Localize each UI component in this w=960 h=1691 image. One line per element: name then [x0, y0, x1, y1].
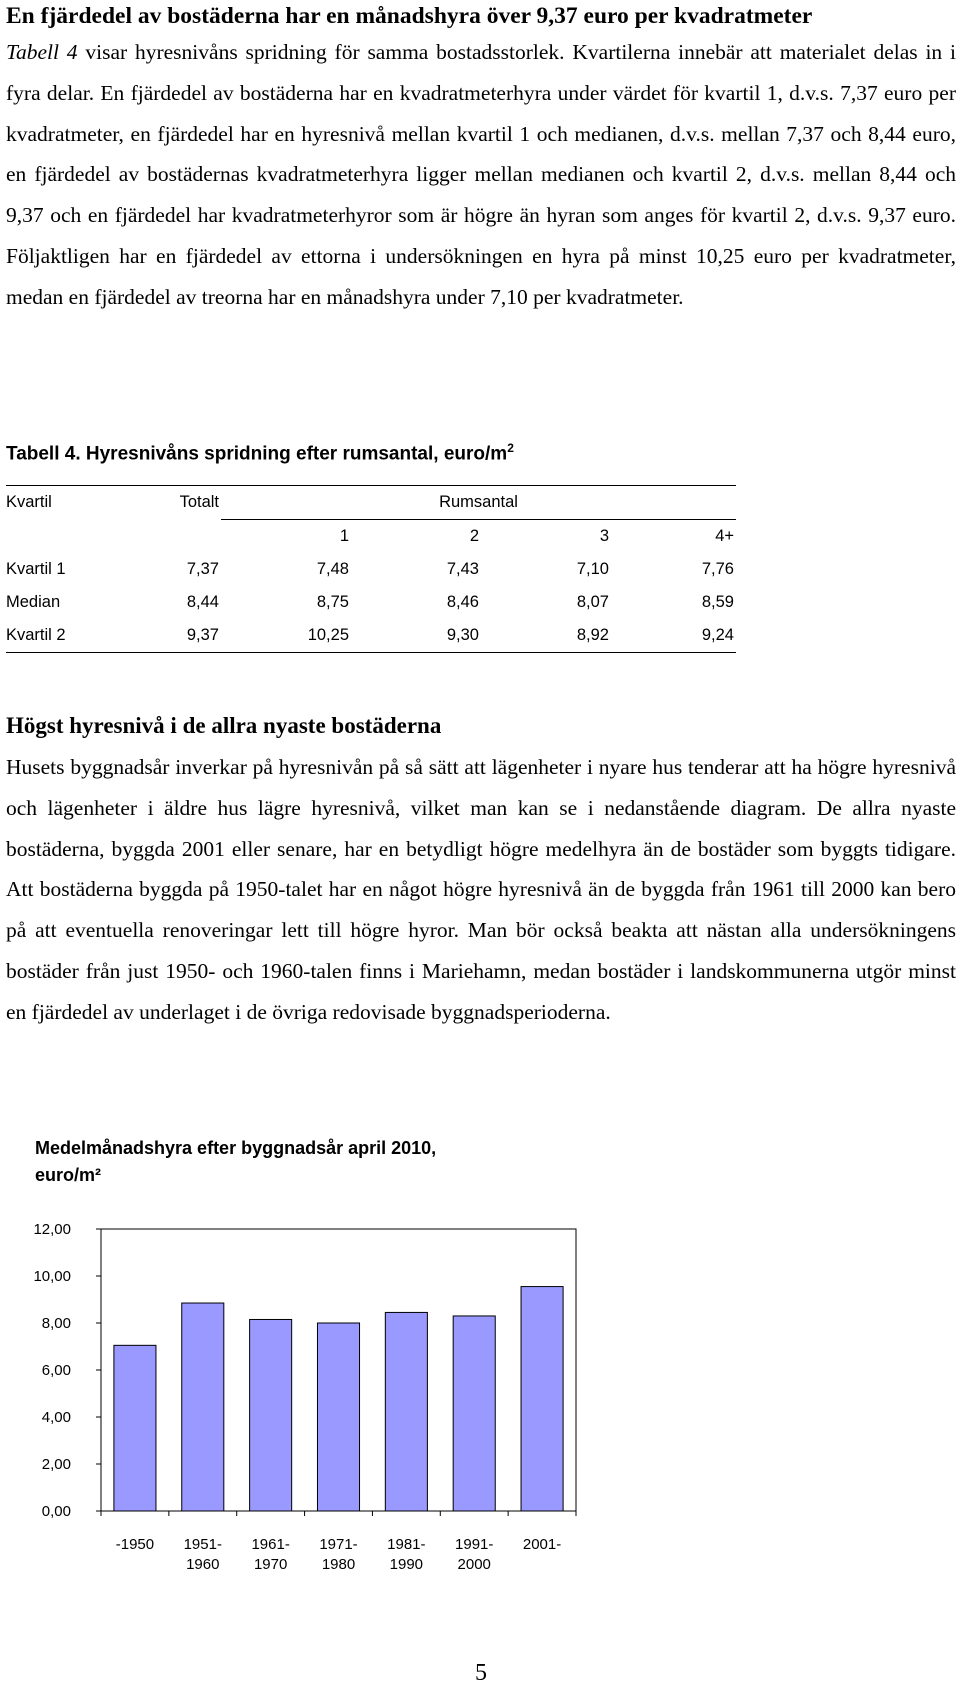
x-tick-label: -1950 [115, 1536, 155, 1553]
x-tick-label: 2000 [457, 1556, 491, 1573]
bar [317, 1323, 359, 1511]
x-tick-label: 1970 [253, 1556, 288, 1573]
chart-title: Medelmånadshyra efter byggnadsår april 2010, euro/m² [35, 1138, 437, 1185]
x-tick-label: 1981- [387, 1536, 426, 1553]
bar [250, 1319, 292, 1511]
y-tick-label: 4,00 [41, 1409, 71, 1426]
quartiles-paragraph-text: visar hyresnivåns spridning för samma bostadsstorlek. Kvartilerna innebär att materialet delas in i fyra delar. En fjärdedel av bostäderna har en kvadratmeterhyra under värdet för kvartil 1, d.v.s. 7,37 euro per kvadratmeter, en fjärdedel har en hyresnivå mellan kvartil 1 och medianen, d.v.s. mellan 7,37 och 8,44 euro, en fjärdedel av bostädernas kvadratmeterhyra ligger mellan medianen och kvartil 2, d.v.s. mellan 8,44 och 9,37 och en fjärdedel har kvadratmeterhyror som är högre än hyran som anges för kvartil 2, d.v.s. 9,37 euro. Följaktligen har en fjärdedel av ettorna i undersökningen en hyra på minst 10,25 euro per kvadratmeter, medan en fjärdedel av treorna har en månadshyra under 7,10 per kvadratmeter. [6, 40, 956, 309]
table-title: Tabell 4. Hyresnivåns spridning efter rumsantal, euro/$m^2$ [6, 441, 514, 465]
x-tick-label: 1951- [183, 1536, 222, 1553]
rent-quartile-table [6, 485, 736, 653]
document-page [6, 0, 956, 1686]
x-tick-label: 1960 [186, 1556, 220, 1573]
y-tick-label: 12,00 [33, 1221, 71, 1238]
x-tick-label: 1971- [319, 1536, 358, 1553]
table-row: Kvartil 1 7,37 7,48 7,43 7,10 7,76 [6, 560, 734, 578]
bar [521, 1287, 563, 1511]
header-rumsantal: Rumsantal [221, 486, 736, 520]
subheader-4plus: 4+ [611, 520, 736, 554]
header-totalt: Totalt [121, 486, 221, 520]
y-tick-label: 0,00 [41, 1503, 71, 1520]
chart-svg [6, 1129, 606, 1599]
section-heading-build-year: Högst hyresnivå i de allra nyaste bostäderna [6, 713, 442, 738]
bar [182, 1303, 224, 1511]
section-heading-quartiles: En fjärdedel av bostäderna har en månadshyra över 9,37 euro per kvadratmeter [6, 3, 813, 29]
bar [114, 1345, 156, 1511]
header-kvartil: Kvartil [6, 486, 121, 520]
subheader-2: 2 [351, 520, 481, 554]
x-tick-label: 1991- [455, 1536, 494, 1553]
subheader-3: 3 [481, 520, 611, 554]
x-tick-label: 1961- [251, 1536, 290, 1553]
bar [385, 1312, 427, 1511]
table-subheader-row [6, 520, 736, 554]
x-tick-label: 1980 [321, 1556, 356, 1573]
quartiles-paragraph [6, 32, 956, 318]
subheader-1: 1 [221, 520, 351, 554]
page-number: 5 [475, 1660, 487, 1686]
x-tick-label: 2001- [522, 1536, 562, 1553]
table-row: Kvartil 2 9,37 10,25 9,30 8,92 9,24 [6, 619, 736, 653]
y-tick-label: 10,00 [33, 1268, 71, 1285]
x-tick-label: 1990 [389, 1556, 424, 1573]
y-tick-label: 6,00 [41, 1362, 71, 1379]
bar [453, 1316, 495, 1511]
table-reference: Tabell 4 [6, 40, 78, 64]
y-tick-label: 2,00 [41, 1456, 71, 1473]
build-year-paragraph: Husets byggnadsår inverkar på hyresnivån på så sätt att lägenheter i nyare hus tenderar att ha högre hyresnivå och lägenheter i äldre hus lägre hyresnivå, vilket man kan se i nedanstående diagram. De allra nyaste bostäderna, byggda 2001 eller senare, har en betydligt högre medelhyra än de bostäder som byggts tidigare. Att bostäderna byggda på 1950-talet har en något högre hyresnivå än de byggda från 1961 till 2000 kan bero på att eventuella renoveringar lett till högre hyror. Man bör också beakta att nästan alla undersökningens bostäder från just 1950- och 1960-talen finns i Mariehamn, medan bostäder i landskommunerna utgör minst en fjärdedel av underlaget i de övriga redovisade byggnadsperioderna. [6, 755, 956, 1024]
table-title-superscript: 2 [507, 441, 514, 455]
table-row: Median 8,44 8,75 8,46 8,07 8,59 [6, 593, 734, 611]
table-header-row [6, 486, 736, 520]
rent-by-build-year-chart [6, 1129, 606, 1599]
y-tick-label: 8,00 [41, 1315, 71, 1332]
